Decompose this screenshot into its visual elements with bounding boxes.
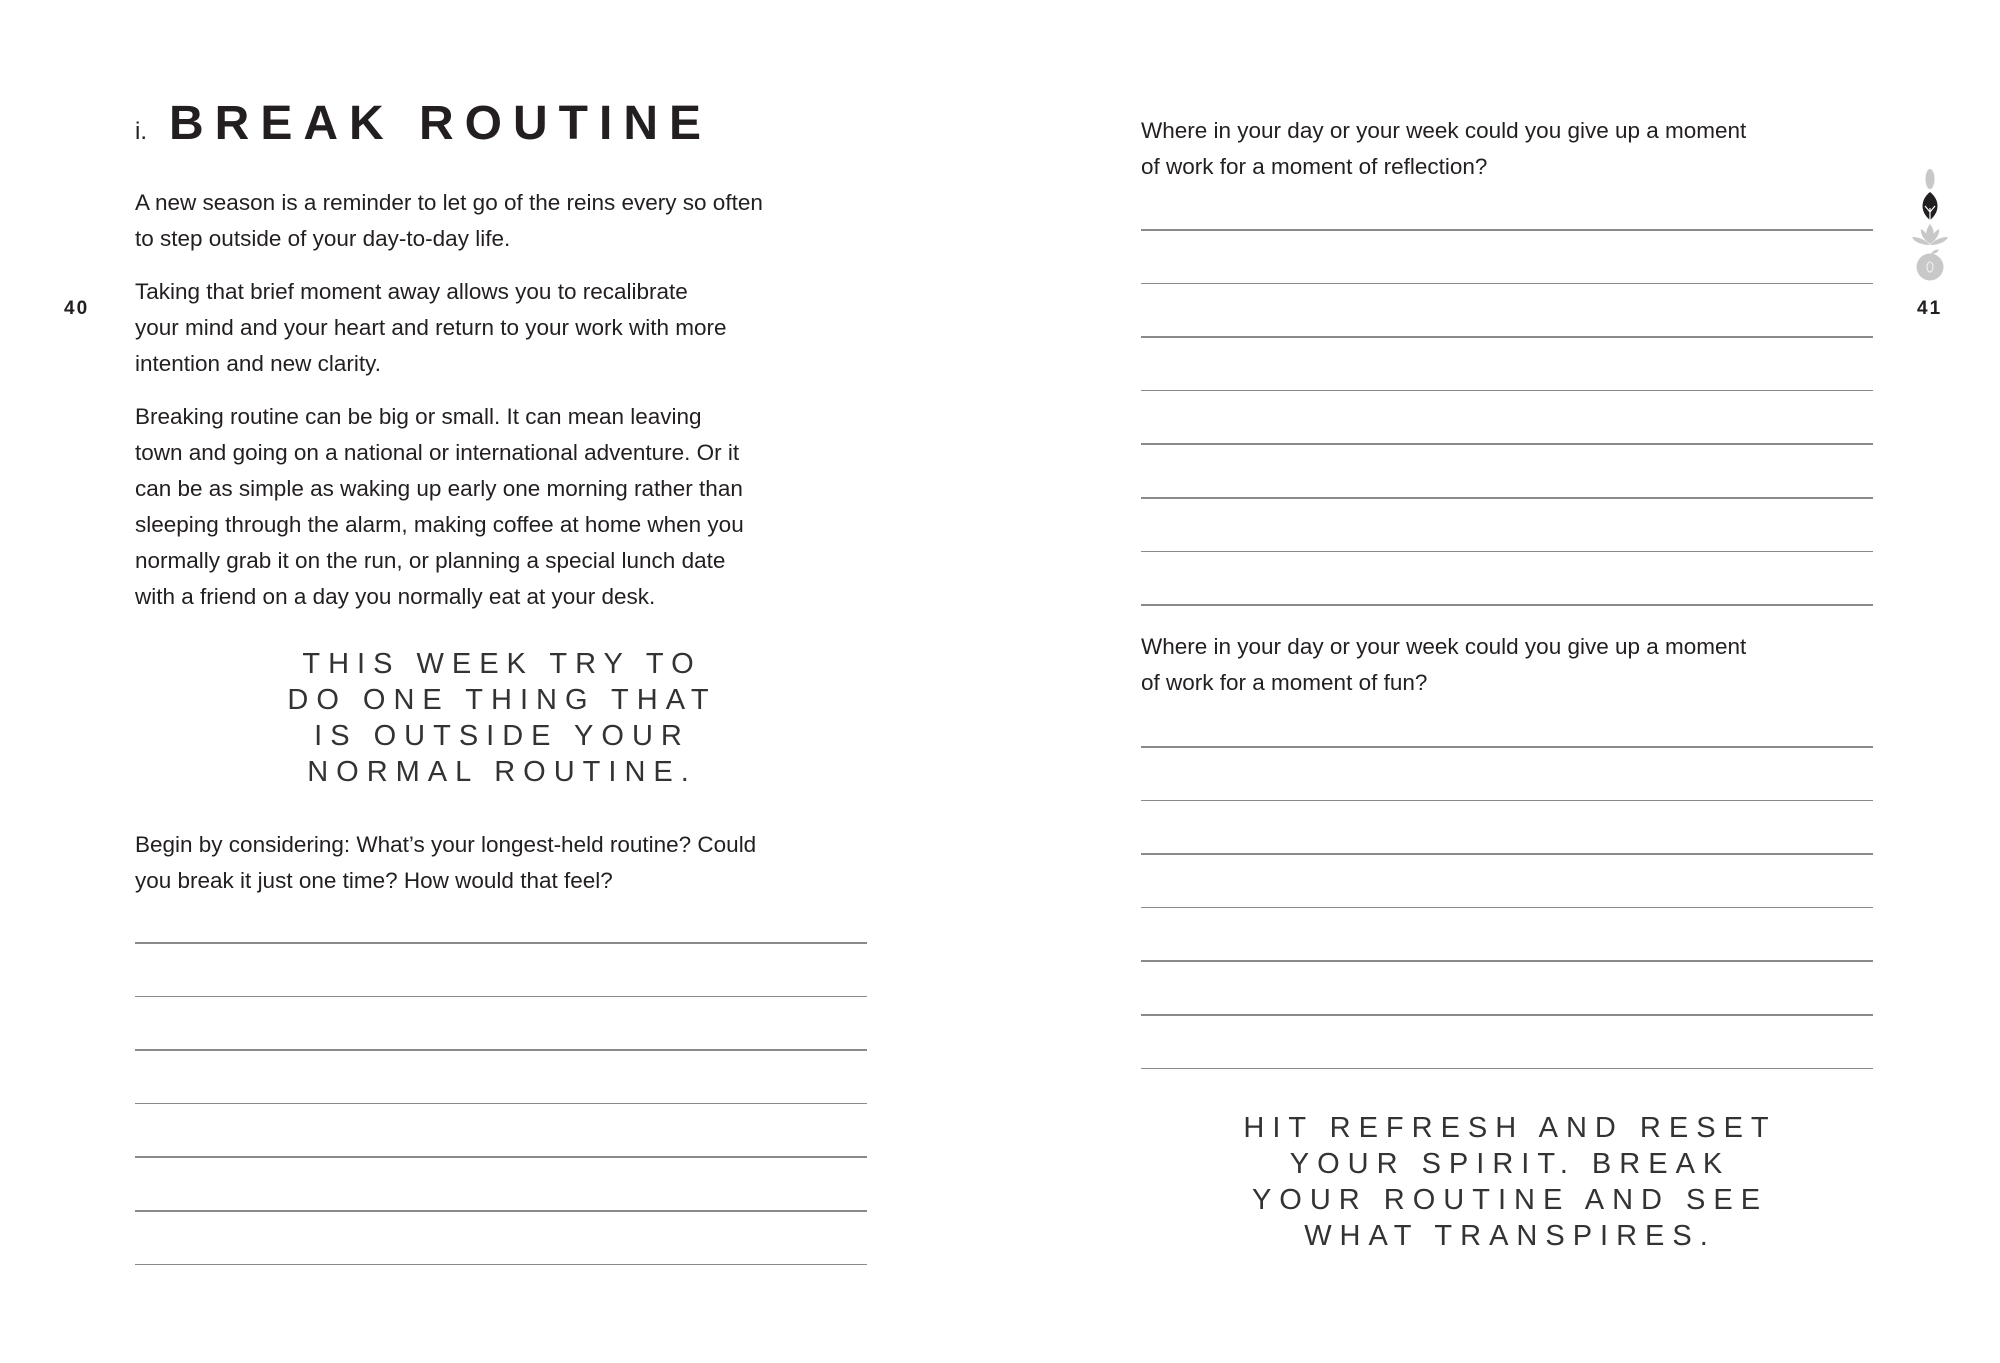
quote-line: WHAT TRANSPIRES. [1304,1220,1716,1252]
writing-line[interactable] [135,942,867,944]
writing-line[interactable] [1141,1068,1873,1070]
writing-line[interactable] [135,1049,867,1051]
paragraph-3 [135,399,744,615]
quote-line: YOUR SPIRIT. BREAK [1289,1148,1731,1180]
page-number-left: 40 [64,298,90,319]
text-line: to step outside of your day-to-day life. [135,226,511,251]
title-text: BREAK ROUTINE [169,97,713,150]
paragraph-1 [135,185,763,257]
apple-icon [1917,250,1944,281]
writing-line[interactable] [135,996,867,998]
quote-line: THIS WEEK TRY TO [302,648,702,680]
writing-line[interactable] [135,1210,867,1212]
writing-line[interactable] [1141,497,1873,499]
writing-line[interactable] [1141,551,1873,553]
quote-line: HIT REFRESH AND RESET [1243,1112,1777,1144]
text-line: with a friend on a day you normally eat at your desk. [135,584,656,609]
pull-quote-left [202,646,802,790]
leaf-icon [1923,192,1938,220]
text-line: sleeping through the alarm, making coffee at home when you [135,512,744,537]
lotus-icon [1912,224,1948,245]
text-line: intention and new clarity. [135,351,381,376]
text-line: Begin by considering: What’s your longest-held routine? Could [135,832,757,857]
quote-line: IS OUTSIDE YOUR [314,720,690,752]
writing-line[interactable] [1141,853,1873,855]
season-icons [1910,168,1950,288]
prompt-left [135,827,756,899]
writing-line[interactable] [1141,443,1873,445]
text-line: Taking that brief moment away allows you to recalibrate [135,279,688,304]
text-line: Breaking routine can be big or small. It can mean leaving [135,404,702,429]
text-line: of work for a moment of fun? [1141,670,1428,695]
seed-icon [1926,169,1935,189]
quote-line: NORMAL ROUTINE. [307,756,697,788]
pull-quote-right [1160,1110,1860,1254]
writing-line[interactable] [1141,283,1873,285]
writing-line[interactable] [1141,960,1873,962]
text-line: Where in your day or your week could you give up a moment [1141,634,1747,659]
text-line: can be as simple as waking up early one morning rather than [135,476,743,501]
section-number: i. [135,118,147,145]
page-number-right: 41 [1917,298,1943,319]
quote-line: YOUR ROUTINE AND SEE [1251,1184,1769,1216]
paragraph-2 [135,274,727,382]
writing-line[interactable] [1141,800,1873,802]
text-line: normally grab it on the run, or planning a special lunch date [135,548,726,573]
writing-line[interactable] [135,1264,867,1266]
text-line: town and going on a national or international adventure. Or it [135,440,740,465]
text-line: of work for a moment of reflection? [1141,154,1488,179]
writing-line[interactable] [1141,336,1873,338]
quote-line: DO ONE THING THAT [287,684,717,716]
writing-line[interactable] [1141,907,1873,909]
prompt-right-2 [1141,629,1746,701]
prompt-right-1 [1141,113,1746,185]
writing-line[interactable] [1141,746,1873,748]
text-line: Where in your day or your week could you give up a moment [1141,118,1747,143]
writing-line[interactable] [1141,604,1873,606]
writing-line[interactable] [1141,1014,1873,1016]
writing-line[interactable] [135,1156,867,1158]
text-line: you break it just one time? How would that feel? [135,868,613,893]
writing-line[interactable] [1141,390,1873,392]
writing-line[interactable] [1141,229,1873,231]
text-line: your mind and your heart and return to your work with more [135,315,727,340]
writing-line[interactable] [135,1103,867,1105]
text-line: A new season is a reminder to let go of the reins every so often [135,190,763,215]
page-title [135,96,712,151]
